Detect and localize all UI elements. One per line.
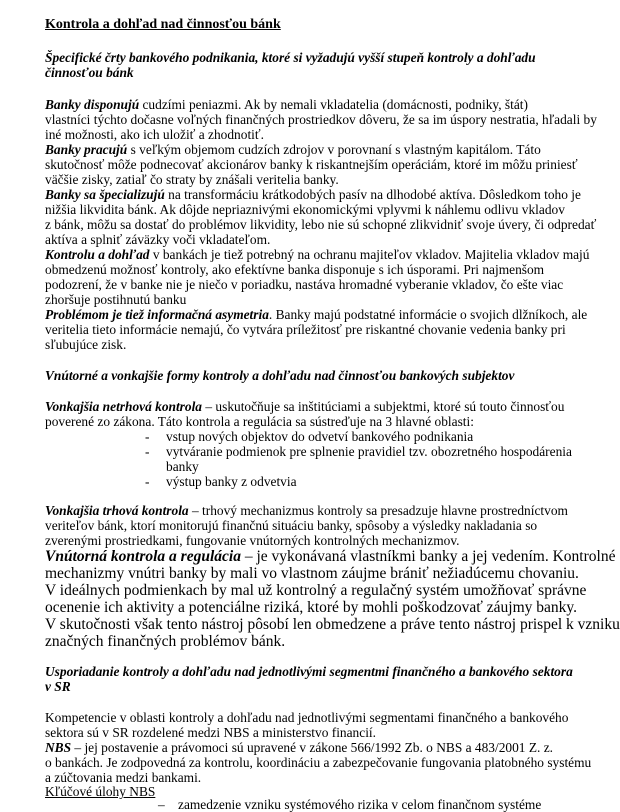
section1-p4-line2: obmedzenú možnosť kontroly, ako efektívne banka disponuje s ich úsporami. Pri najmenšom bbox=[45, 262, 545, 277]
section1-p2-line3: väčšie zisky, zatiaľ čo straty by znášali veritelia banky. bbox=[45, 172, 339, 187]
section1-p3-text: na transformáciu krátkodobých pasív na dlhodobé aktíva. Dôsledkom toho je bbox=[164, 187, 581, 202]
list-item: vytváranie podmienok pre splnenie pravidiel tzv. obozretného hospodárenia bbox=[166, 444, 572, 459]
section3-p2-line1 bbox=[45, 740, 553, 755]
section2-p1-lead: Vonkajšia netrhová kontrola bbox=[45, 399, 203, 414]
section1-p1-line2: vlastníci týchto dočasne voľných finančných prostriedkov dôveru, že sa im úspory nestratia, hľadali by bbox=[45, 112, 597, 127]
section2-p3-line3: V ideálnych podmienkach by mal už kontrolný a regulačný systém umožňovať správne bbox=[45, 582, 587, 599]
section1-p3-lead: Banky sa špecializujú bbox=[45, 187, 165, 202]
section2-p3-line6: značných finančných problémov bánk. bbox=[45, 633, 286, 650]
section1-p1-text: cudzími peniazmi. Ak by nemali vkladatelia (domácnosti, podniky, štát) bbox=[139, 97, 528, 112]
section3-p2-line2: o bankách. Je zodpovedná za kontrolu, koordináciu a zabezpečovanie fungovania platobného systému bbox=[45, 755, 592, 770]
section3-heading-line1: Usporiadanie kontroly a dohľadu nad jednotlivými segmentmi finančného a bankového sektora bbox=[45, 664, 573, 679]
list-item: banky bbox=[166, 459, 199, 474]
section2-p3-line5: V skutočnosti však tento nástroj pôsobí len obmedzene a práve tento nástroj prispel k vzniku bbox=[45, 616, 620, 633]
section1-heading-line2: činnosťou bánk bbox=[45, 65, 134, 80]
section2-p3-lead: Vnútorná kontrola a regulácia bbox=[45, 548, 241, 565]
section1-p4-line4: zhoršuje postihnutú banku bbox=[45, 292, 187, 307]
section1-p3-line4: aktíva a splniť záväzky voči vkladateľom. bbox=[45, 232, 271, 247]
section1-p2-line2: skutočnosť môže podnecovať akcionárov banky k riskantnejším operáciám, ktoré im môžu priniesť bbox=[45, 157, 578, 172]
section2-p1-line2: poverené zo zákona. Táto kontrola a regulácia sa sústreďuje na 3 hlavné oblasti: bbox=[45, 414, 474, 429]
section1-p4-lead: Kontrolu a dohľad bbox=[45, 247, 150, 262]
section1-p3-line3: z bánk, môžu sa dostať do problémov likvidity, lebo nie sú schopné zlikvidniť svoje úvery, či odpredať bbox=[45, 217, 597, 232]
list-item: vstup nových objektov do odvetví bankového podnikania bbox=[166, 429, 474, 444]
section1-p2-text: s veľkým objemom cudzích zdrojov v porovnaní s vlastným kapitálom. Táto bbox=[127, 142, 541, 157]
section1-p4-line1 bbox=[45, 247, 589, 262]
bullet-dash: - bbox=[145, 429, 150, 444]
section1-p4-text: v bankách je tiež potrebný na ochranu majiteľov vkladov. Majitelia vkladov majú bbox=[149, 247, 590, 262]
section2-heading: Vnútorné a vonkajšie formy kontroly a dohľadu nad činnosťou bankových subjektov bbox=[45, 368, 515, 383]
section2-p2-line2: veriteľov bánk, ktorí monitorujú finančnú situáciu banky, spôsoby a výsledky nakladania so bbox=[45, 518, 538, 533]
section1-p1-line3: iné možnosti, ako ich uložiť a zhodnotiť. bbox=[45, 127, 264, 142]
section3-heading-line2: v SR bbox=[45, 679, 71, 694]
section1-p5-line1 bbox=[45, 307, 587, 322]
bullet-dash: - bbox=[145, 474, 150, 489]
section3-p2-lead: NBS bbox=[45, 740, 72, 755]
document-title: Kontrola a dohľad nad činnosťou bánk bbox=[45, 17, 281, 32]
bullet-dash: - bbox=[145, 444, 150, 459]
section3-p1-line2: sektora sú v SR rozdelené medzi NBS a ministerstvo financií. bbox=[45, 725, 376, 740]
nbs-tasks-label: Kľúčové úlohy NBS bbox=[45, 784, 156, 799]
bullet-dash: – bbox=[158, 797, 165, 812]
list-item: zamedzenie vzniku systémového rizika v celom finančnom systéme bbox=[178, 797, 542, 812]
section3-p2-line3: a zúčtovania medzi bankami. bbox=[45, 770, 202, 785]
section1-p5-line3: sľubujúce zisk. bbox=[45, 337, 127, 352]
section1-p1-line1 bbox=[45, 97, 528, 112]
section3-p2-text: – jej postavenie a právomoci sú upravené v zákone 566/1992 Zb. o NBS a 483/2001 Z. z. bbox=[71, 740, 554, 755]
section1-p5-text: . Banky majú podstatné informácie o svojich dlžníkoch, ale bbox=[268, 307, 588, 322]
section2-p3-text: – je vykonávaná vlastníkmi banky a jej vedením. Kontrolné bbox=[240, 548, 616, 565]
section1-p3-line1 bbox=[45, 187, 581, 202]
section2-p3-line4: ocenenie ich aktivity a potenciálne riziká, ktoré by mohli poškodzovať záujmy banky. bbox=[45, 599, 578, 616]
section2-p2-line1 bbox=[45, 503, 568, 518]
section1-p5-lead: Problémom je tiež informačná asymetria bbox=[45, 307, 269, 322]
section1-p4-line3: podozrení, že v banke nie je niečo v poriadku, nastáva hromadné vyberanie vkladov, čo ešte viac bbox=[45, 277, 564, 292]
section3-p1-line1: Kompetencie v oblasti kontroly a dohľadu nad jednotlivými segmentami finančného a bankového bbox=[45, 710, 569, 725]
list-item: výstup banky z odvetvia bbox=[166, 474, 297, 489]
section1-p1-lead: Banky disponujú bbox=[45, 97, 140, 112]
section1-p3-line2: nižšia likvidita bánk. Ak dôjde nepriaznivými ekonomickými vplyvmi k náhlemu odlivu vkladov bbox=[45, 202, 565, 217]
section1-p5-line2: veritelia tieto informácie nemajú, čo vytvára príležitosť pre riskantné chovanie vedenia banky pri bbox=[45, 322, 566, 337]
section2-p3-line1 bbox=[45, 548, 615, 565]
section2-p3-line2: mechanizmy vnútri banky by mali vo vlastnom záujme brániť nežiadúcemu chovaniu. bbox=[45, 565, 579, 582]
section1-p2-lead: Banky pracujú bbox=[45, 142, 128, 157]
section2-p1-line1 bbox=[45, 399, 564, 414]
section2-p2-lead: Vonkajšia trhová kontrola bbox=[45, 503, 189, 518]
section2-p2-text: – trhový mechanizmus kontroly sa presadzuje hlavne prostredníctvom bbox=[188, 503, 568, 518]
section2-p1-text: – uskutočňuje sa inštitúciami a subjektmi, ktoré sú touto činnosťou bbox=[202, 399, 565, 414]
section1-heading-line1: Špecifické črty bankového podnikania, ktoré si vyžadujú vyšší stupeň kontroly a dohľadu bbox=[45, 50, 536, 65]
section2-p2-line3: zverenými prostriedkami, fungovanie vnútorných kontrolných mechanizmov. bbox=[45, 533, 460, 548]
section1-p2-line1 bbox=[45, 142, 541, 157]
